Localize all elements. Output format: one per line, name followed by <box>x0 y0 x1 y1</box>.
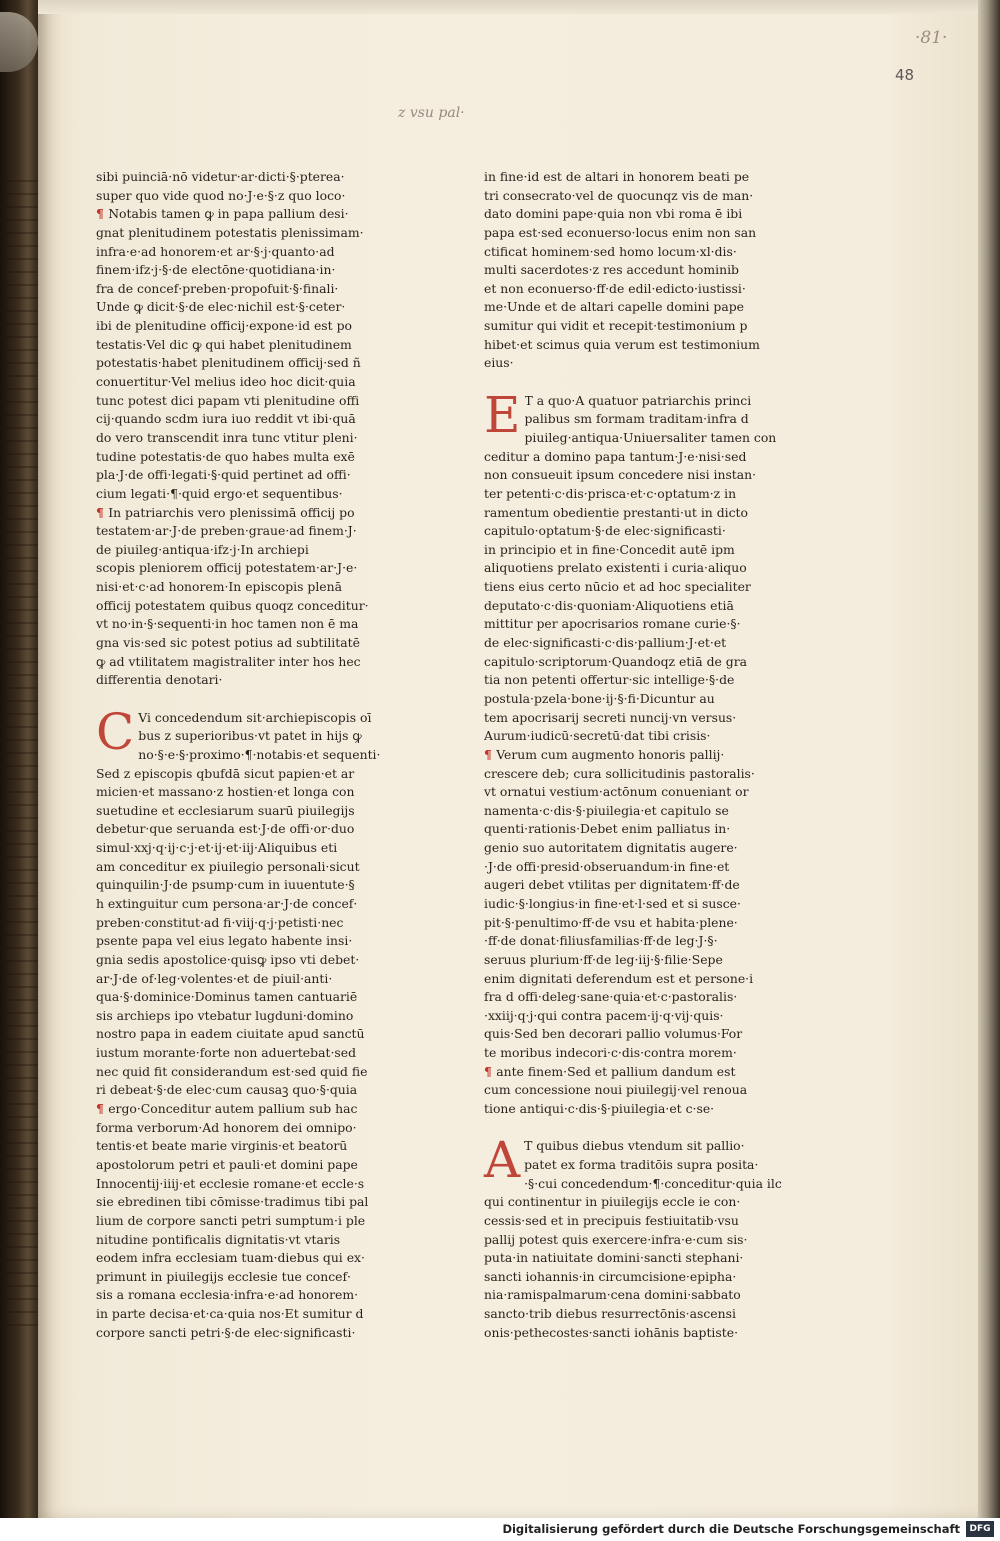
text-line: ceditur a domino papa tantum·J·e·nisi·sed <box>484 448 747 464</box>
text-line: sumitur qui vidit et recepit·testimonium p <box>484 318 748 334</box>
text-line: sis archieps ipo vtebatur lugduni·domino <box>96 1007 354 1023</box>
text-line: forma verborum·Ad honorem dei omnipo· <box>96 1119 357 1135</box>
text-line: sibi puinciā·nō videtur·ar·dicti·§·pterea· <box>96 169 345 184</box>
text-line: quis·Sed ben decorari pallio volumus·For <box>484 1026 743 1042</box>
text-line: corpore sancti petri·§·de elec·significasti· <box>96 1324 356 1340</box>
paragraph-gap <box>484 1119 784 1138</box>
text-line: tudine potestatis·de quo habes multa exē <box>96 448 355 464</box>
text-line: in principio et in fine·Concedit autē ipm <box>484 541 735 557</box>
left-paragraph-1 <box>96 168 401 690</box>
text-line: pallij potest quis exercere·infra·e·cum sis· <box>484 1231 748 1247</box>
paragraph-mark-icon: ¶ <box>484 1063 497 1079</box>
text-line: dato domini pape·quia non vbi roma ē ibi <box>484 206 743 222</box>
text-line-content: Verum cum augmento honoris pallij· <box>496 746 725 762</box>
page-right-edge <box>978 0 1000 1518</box>
text-line: apostolorum petri et pauli·et domini pape <box>96 1156 358 1172</box>
paragraph-mark-icon: ¶ <box>96 504 109 520</box>
text-line: de elec·significasti·c·dis·pallium·J·et·et <box>484 635 727 651</box>
text-line: iustum morante·forte non aduertebat·sed <box>96 1045 357 1061</box>
text-line: in parte decisa·et·ca·quia nos·Et sumitur d <box>96 1306 364 1322</box>
right-paragraph-2 <box>484 385 784 1119</box>
left-text-column <box>96 168 401 1342</box>
text-line: tione antiqui·c·dis·§·piuilegia·et c·se· <box>484 1101 715 1117</box>
text-line: super quo vide quod no·J·e·§·z quo loco· <box>96 187 346 203</box>
text-line <box>96 1100 401 1119</box>
text-line: fra de concef·preben·propofuit·§·finali· <box>96 280 339 296</box>
paragraph-gap <box>484 373 784 392</box>
text-line: onis·pethecostes·sancti iohānis baptiste· <box>484 1324 739 1340</box>
text-line: mittitur per apocrisarios romane curie·§· <box>484 616 741 632</box>
text-line: T a quo·A quatuor patriarchis princi <box>524 392 752 408</box>
text-line: testatis·Vel dic ꝙ qui habet plenitudinem <box>96 336 352 352</box>
text-line: nitudine pontificalis dignitatis·vt vtaris <box>96 1231 341 1247</box>
text-line: am conceditur ex piuilegio personali·sicut <box>96 858 360 874</box>
folio-number: ·81· <box>915 28 948 48</box>
text-line: micien·et massano·z hostien·et longa con <box>96 784 355 800</box>
text-line: nostro papa in eadem ciuitate apud sanctū <box>96 1026 365 1042</box>
text-line: qui continentur in piuilegijs eccle ie con· <box>484 1194 741 1210</box>
text-line: infra·e·ad honorem·et ar·§·j·quanto·ad <box>96 243 335 259</box>
text-line: patet ex forma traditōis supra posita· <box>524 1156 759 1172</box>
right-text-column <box>484 168 784 1342</box>
text-line: potestatis·habet plenitudinem officij·sed ñ <box>96 355 361 371</box>
rubricated-initial-a: A <box>484 1131 521 1190</box>
text-line: cium legati·¶·quid ergo·et sequentibus· <box>96 485 343 501</box>
text-line: tiens eius certo nūcio et ad hoc specialiter <box>484 579 751 595</box>
text-line: nia·ramispalmarum·cena domini·sabbato <box>484 1287 741 1303</box>
text-line: puta·in natiuitate domini·sancti stephani· <box>484 1250 744 1266</box>
facing-page-bleed <box>6 180 38 1330</box>
text-line: conuertitur·Vel melius ideo hoc dicit·quia <box>96 374 356 390</box>
text-line: tentis·et beate marie virginis·et beatorū <box>96 1138 348 1154</box>
text-line: scopis pleniorem officij potestatem·ar·J·e· <box>96 560 358 576</box>
text-line: non consueuit ipsum concedere nisi instan· <box>484 467 757 483</box>
text-line: crescere deb; cura sollicitudinis pastoralis· <box>484 765 755 781</box>
text-line: te moribus indecori·c·dis·contra morem· <box>484 1045 737 1061</box>
text-line: do vero transcendit inra tunc vtitur pleni· <box>96 429 358 445</box>
text-line: vt no·in·§·sequenti·in hoc tamen non ē ma <box>96 616 359 632</box>
left-paragraph-2 <box>96 702 401 1343</box>
text-line: nec quid fit considerandum est·sed quid fie <box>96 1063 368 1079</box>
text-line: simul·xxj·q·ij·c·j·et·ij·et·iij·Aliquibus eti <box>96 840 338 856</box>
text-line-content: In patriarchis vero plenissimā officij po <box>108 504 355 520</box>
text-line: gnia sedis apostolice·quisꝙ ipso vti debet· <box>96 951 360 967</box>
text-line: testatem·ar·J·de preben·graue·ad finem·J· <box>96 523 357 539</box>
text-line: lium de corpore sancti petri sumptum·i ple <box>96 1212 366 1228</box>
rubricated-initial-e: E <box>484 385 521 444</box>
text-line: gna vis·sed sic potest potius ad subtilitatē <box>96 635 360 651</box>
text-line: et non econuerso·ff·de edil·edicto·iustissi· <box>484 280 746 296</box>
text-line: sancti iohannis·in circumcisione·epipha· <box>484 1268 737 1284</box>
text-line: postula·pzela·bone·ij·§·fi·Dicuntur au <box>484 690 715 706</box>
page-top-edge <box>38 0 978 14</box>
text-line: ctificat hominem·sed homo locum·xl·dis· <box>484 243 737 259</box>
text-line <box>96 205 401 224</box>
text-line-content: ante finem·Sed et pallium dandum est <box>496 1063 736 1079</box>
dfg-logo-icon: DFG <box>966 1521 994 1537</box>
text-line: differentia denotari· <box>96 672 223 688</box>
text-line: suetudine et ecclesiarum suarū piuilegijs <box>96 802 355 818</box>
text-line: iudic·§·longius·in fine·et·l·sed et si susce· <box>484 895 741 911</box>
text-line: sancto·trib diebus resurrectōnis·ascensi <box>484 1306 736 1322</box>
text-line: piuileg·antiqua·Uniuersaliter tamen con <box>524 429 777 445</box>
text-line <box>484 746 784 765</box>
text-line: ri debeat·§·de elec·cum causaꝫ quo·§·quia <box>96 1082 358 1098</box>
text-line: cij·quando scdm iura iuo reddit vt ibi·quā <box>96 411 356 427</box>
text-line: de piuileg·antiqua·ifz·j·In archiepi <box>96 541 309 557</box>
text-line: finem·ifz·j·§·de electōne·quotidiana·in· <box>96 262 336 278</box>
text-line-content: Notabis tamen ꝙ in papa pallium desi· <box>108 206 349 222</box>
text-line: h extinguitur cum persona·ar·J·de concef· <box>96 895 358 911</box>
spine-page-edges <box>0 12 38 72</box>
text-line: quinquilin·J·de psump·cum in iuuentute·§ <box>96 877 355 893</box>
paragraph-gap <box>96 690 401 709</box>
paragraph-mark-icon: ¶ <box>96 1101 109 1117</box>
text-line: ·ff·de donat·filiusfamilias·ff·de leg·J·§· <box>484 933 718 949</box>
text-line: Innocentij·iiij·et ecclesie romane·et eccle·s <box>96 1175 365 1191</box>
text-line: vt ornatui vestium·actōnum conueniant or <box>484 784 749 800</box>
text-line: ramentum obedientie prestanti·ut in dicto <box>484 504 748 520</box>
paragraph-mark-icon: ¶ <box>96 206 109 222</box>
text-line: capitulo·optatum·§·de elec·significasti· <box>484 523 726 539</box>
text-line: debetur·que seruanda est·J·de offi·or·duo <box>96 821 355 837</box>
text-line: tri consecrato·vel de quocunqz vis de man· <box>484 187 754 203</box>
text-line: aliquotiens prelato existenti i curia·aliquo <box>484 560 747 576</box>
text-line: papa est·sed econuerso·locus enim non san <box>484 224 757 240</box>
text-line: ter petenti·c·dis·prisca·et·c·optatum·z in <box>484 485 737 501</box>
text-line: hibet·et scimus quia verum est testimonium <box>484 336 760 352</box>
text-line: nisi·et·c·ad honorem·In episcopis plenā <box>96 579 342 595</box>
text-line: tunc potest dici papam vti plenitudine offi <box>96 392 360 408</box>
text-line: tem apocrisarij secreti nuncij·vn versus· <box>484 709 737 725</box>
text-line: ar·J·de of·leg·volentes·et de piuil·anti· <box>96 970 333 986</box>
text-line: eodem infra ecclesiam tuam·diebus qui ex· <box>96 1250 365 1266</box>
text-line: T quibus diebus vtendum sit pallio· <box>524 1138 745 1154</box>
text-line: me·Unde et de altari capelle domini pape <box>484 299 744 315</box>
text-line: bus z superioribus·vt patet in hijs ꝙ <box>138 728 362 744</box>
text-line: ·xxiij·q·j·qui contra pacem·ij·q·vij·quis· <box>484 1007 724 1023</box>
text-line: Aurum·iudicū·secretū·dat tibi crisis· <box>484 728 711 744</box>
text-line: tia non petenti offertur·sic intellige·§·de <box>484 672 735 688</box>
text-line: namenta·c·dis·§·piuilegia·et capitulo se <box>484 802 729 818</box>
text-line: in fine·id est de altari in honorem beati pe <box>484 169 750 184</box>
text-line: Sed z episcopis qbufdā sicut papien·et ar <box>96 765 355 781</box>
text-line: sie ebredinen tibi cōmisse·tradimus tibi pal <box>96 1194 369 1210</box>
text-line: genio suo autoritatem dignitatis augere· <box>484 840 738 856</box>
text-line: Vi concedendum sit·archiepiscopis oī <box>138 709 372 725</box>
text-line: no·§·e·§·proximo·¶·notabis·et sequenti· <box>138 746 381 762</box>
text-line: ꝙ ad vtilitatem magistraliter inter hos hec <box>96 653 361 669</box>
text-line: fra d offi·deleg·sane·quia·et·c·pastoralis· <box>484 989 738 1005</box>
text-line: cessis·sed et in precipuis festiuitatib·vsu <box>484 1212 739 1228</box>
text-line: ·§·cui concedendum·¶·conceditur·quia ilc <box>524 1175 782 1191</box>
text-line: psente papa vel eius legato habente insi· <box>96 933 353 949</box>
text-line: deputato·c·dis·quoniam·Aliquotiens etiā <box>484 597 734 613</box>
text-line: palibus sm formam traditam·infra d <box>524 411 749 427</box>
right-paragraph-1 <box>484 168 784 373</box>
text-line: enim dignitati deferendum est et persone·i <box>484 970 754 986</box>
text-line: augeri debet vtilitas per dignitatem·ff·de <box>484 877 740 893</box>
text-line: primunt in piuilegijs ecclesie tue concef· <box>96 1268 352 1284</box>
text-line: gnat plenitudinem potestatis plenissimam· <box>96 224 364 240</box>
text-line: ibi de plenitudine officij·expone·id est po <box>96 318 352 334</box>
text-line <box>96 504 401 523</box>
text-line: Unde ꝙ dicit·§·de elec·nichil est·§·ceter· <box>96 299 346 315</box>
funding-credit: Digitalisierung gefördert durch die Deutsche Forschungsgemeinschaft <box>502 1522 960 1536</box>
text-line-content: ergo·Conceditur autem pallium sub hac <box>108 1101 358 1117</box>
paragraph-mark-icon: ¶ <box>484 746 497 762</box>
text-line: multi sacerdotes·z res accedunt hominib <box>484 262 739 278</box>
text-line: preben·constitut·ad fi·viij·q·j·petisti·nec <box>96 914 344 930</box>
rubricated-initial-c: C <box>96 702 135 761</box>
text-line: ·J·de offi·presid·obseruandum·in fine·et <box>484 858 730 874</box>
text-line: pit·§·penultimo·ff·de vsu et habita·plene· <box>484 914 738 930</box>
text-line: sis a romana ecclesia·infra·e·ad honorem· <box>96 1287 359 1303</box>
text-line <box>484 1063 784 1082</box>
text-line: eius· <box>484 355 514 371</box>
text-line: qua·§·dominice·Dominus tamen cantuariē <box>96 989 358 1005</box>
text-line: pla·J·de offi·legati·§·quid pertinet ad offi· <box>96 467 351 483</box>
text-line: quenti·rationis·Debet enim palliatus in· <box>484 821 731 837</box>
margin-annotation: z vsu pal· <box>398 105 465 121</box>
text-line: seruus plurium·ff·de leg·iij·§·filie·Sepe <box>484 951 723 967</box>
text-line: cum concessione noui piuilegij·vel renoua <box>484 1082 748 1098</box>
pencil-page-number: 48 <box>895 66 915 84</box>
text-line: officij potestatem quibus quoqz conceditur· <box>96 597 369 613</box>
text-line: capitulo·scriptorum·Quandoqz etiā de gra <box>484 653 748 669</box>
right-paragraph-3 <box>484 1131 784 1342</box>
digitization-footer <box>0 1518 1000 1541</box>
